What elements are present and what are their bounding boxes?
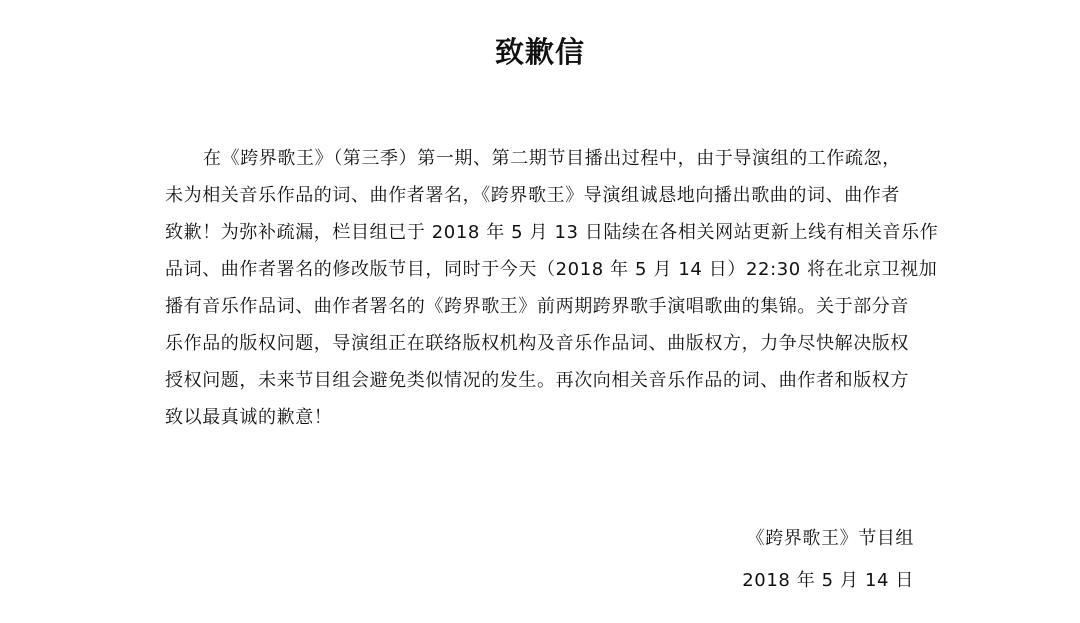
letter-line: 乐作品的版权问题，导演组正在联络版权机构及音乐作品词、曲版权方，力争尽快解决版权 xyxy=(165,333,909,354)
letter-title: 致歉信 xyxy=(494,35,585,69)
letter-line: 授权问题，未来节目组会避免类似情况的发生。再次向相关音乐作品的词、曲作者和版权方 xyxy=(165,370,909,391)
letter-line: 品词、曲作者署名的修改版节目，同时于今天（2018 年 5 月 14 日）22:30 将在北京卫视加 xyxy=(165,259,938,280)
letter-line: 致以最真诚的歉意！ xyxy=(165,407,333,428)
letter-signature: 《跨界歌王》节目组 xyxy=(746,528,914,549)
letter-line: 播有音乐作品词、曲作者署名的《跨界歌王》前两期跨界歌手演唱歌曲的集锦。关于部分音 xyxy=(165,296,909,317)
letter-line: 在《跨界歌王》（第三季）第一期、第二期节目播出过程中，由于导演组的工作疏忽， xyxy=(203,148,901,169)
letter-line: 致歉！为弥补疏漏，栏目组已于 2018 年 5 月 13 日陆续在各相关网站更新上线有相关音乐作 xyxy=(165,222,939,243)
letter-body xyxy=(165,140,939,436)
letter-date: 2018 年 5 月 14 日 xyxy=(742,570,914,591)
letter-line: 未为相关音乐作品的词、曲作者署名，《跨界歌王》导演组诚恳地向播出歌曲的词、曲作者 xyxy=(165,185,900,206)
